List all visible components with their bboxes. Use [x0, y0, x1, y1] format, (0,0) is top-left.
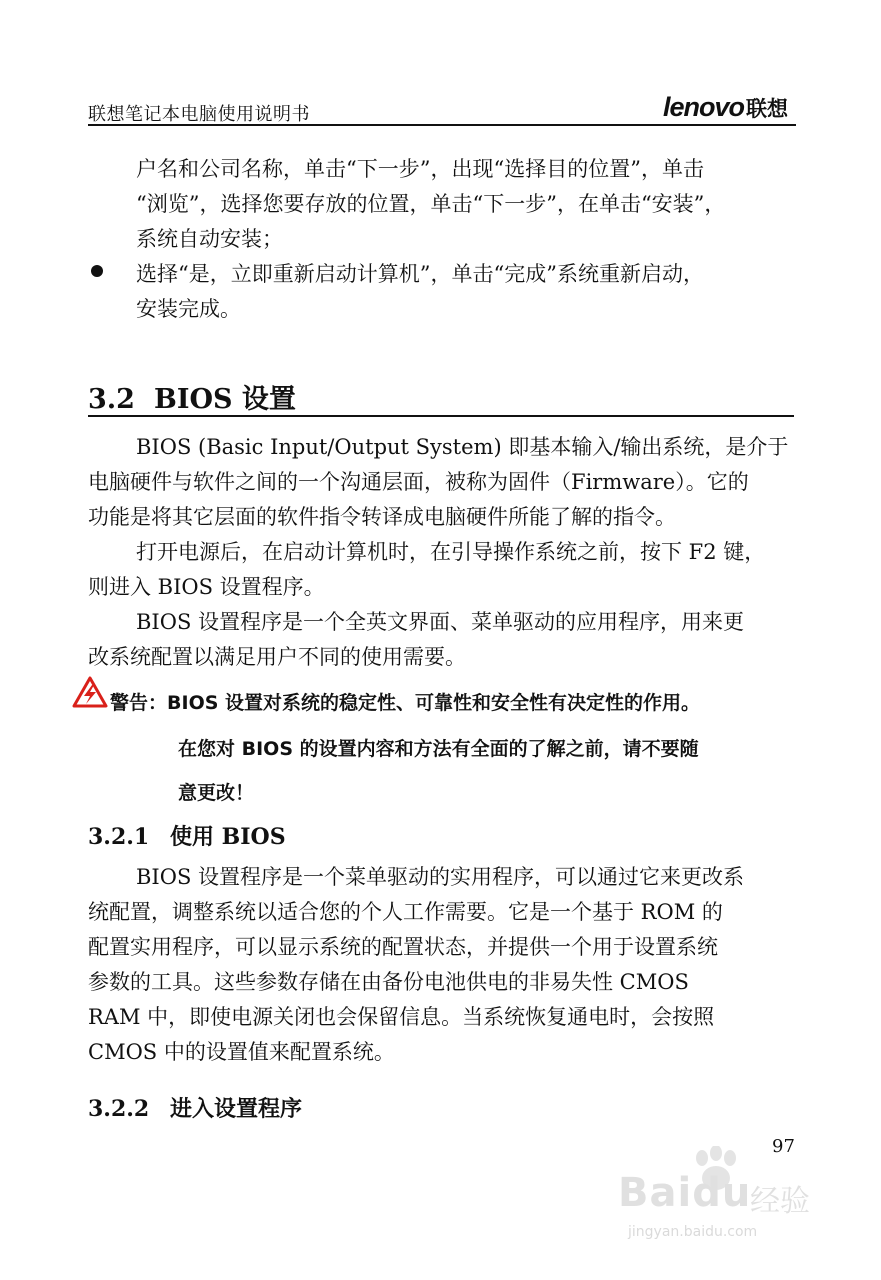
para1-line-1: BIOS (Basic Input/Output System) 即基本输入/输出系统，是介于	[136, 435, 789, 459]
sub1-line-1: BIOS 设置程序是一个菜单驱动的实用程序，可以通过它来更改系	[136, 865, 745, 889]
bullet-icon	[91, 265, 103, 277]
section-heading	[88, 377, 296, 416]
warning-text-1: BIOS 设置对系统的稳定性、可靠性和安全性有决定性的作用。	[167, 692, 701, 714]
logo-wordmark: lenovo	[662, 92, 744, 122]
para3-line-1: BIOS 设置程序是一个全英文界面、菜单驱动的应用程序，用来更	[136, 610, 745, 634]
page-header	[88, 92, 796, 128]
subsection-heading-1	[88, 820, 286, 851]
intro-line-3: 系统自动安装；	[136, 227, 283, 251]
watermark-brand-cn: 经验	[750, 1184, 810, 1219]
subsection-number-1: 3.2.1	[88, 824, 150, 850]
sub1-line-2: 统配置，调整系统以适合您的个人工作需要。它是一个基于 ROM 的	[88, 900, 723, 924]
warning-line-1	[110, 688, 700, 715]
warning-line-3: 意更改！	[178, 782, 255, 804]
subsection-title-2: 进入设置程序	[170, 1096, 303, 1122]
intro-line-1: 户名和公司名称，单击“下一步”，出现“选择目的位置”，单击	[136, 157, 704, 181]
section-number: 3.2	[88, 384, 135, 415]
warning-line-2: 在您对 BIOS 的设置内容和方法有全面的了解之前，请不要随	[178, 738, 699, 760]
watermark-brand: Baidu	[618, 1170, 752, 1216]
section-divider	[88, 415, 794, 417]
warning-icon	[72, 676, 108, 708]
para1-line-3: 功能是将其它层面的软件指令转译成电脑硬件所能了解的指令。	[88, 505, 676, 529]
logo-chinese: 联想	[746, 97, 788, 121]
intro-line-2: “浏览”，选择您要存放的位置，单击“下一步”，在单击“安装”，	[136, 192, 726, 216]
header-title: 联想笔记本电脑使用说明书	[88, 104, 310, 125]
header-divider	[88, 124, 796, 126]
subsection-number-2: 3.2.2	[88, 1096, 150, 1122]
bullet-line-2: 安装完成。	[136, 297, 241, 321]
sub1-line-6: CMOS 中的设置值来配置系统。	[88, 1040, 395, 1064]
para2-line-1: 打开电源后，在启动计算机时，在引导操作系统之前，按下 F2 键，	[136, 540, 766, 564]
para1-line-2: 电脑硬件与软件之间的一个沟通层面，被称为固件（Firmware）。它的	[88, 470, 749, 494]
sub1-line-3: 配置实用程序，可以显示系统的配置状态，并提供一个用于设置系统	[88, 935, 718, 959]
baidu-watermark	[614, 1146, 838, 1256]
watermark-url: jingyan.baidu.com	[628, 1224, 758, 1240]
warning-label: 警告：	[110, 692, 168, 714]
subsection-title-1: 使用 BIOS	[170, 824, 286, 850]
page-number: 97	[772, 1136, 795, 1157]
sub1-line-4: 参数的工具。这些参数存储在由备份电池供电的非易失性 CMOS	[88, 970, 689, 994]
bullet-line-1: 选择“是，立即重新启动计算机”，单击“完成”系统重新启动，	[136, 262, 704, 286]
subsection-heading-2	[88, 1092, 302, 1123]
sub1-line-5: RAM 中，即使电源关闭也会保留信息。当系统恢复通电时，会按照	[88, 1005, 715, 1029]
section-title: BIOS 设置	[154, 384, 296, 415]
lenovo-logo	[663, 92, 788, 122]
para2-line-2: 则进入 BIOS 设置程序。	[88, 575, 325, 599]
para3-line-2: 改系统配置以满足用户不同的使用需要。	[88, 645, 466, 669]
